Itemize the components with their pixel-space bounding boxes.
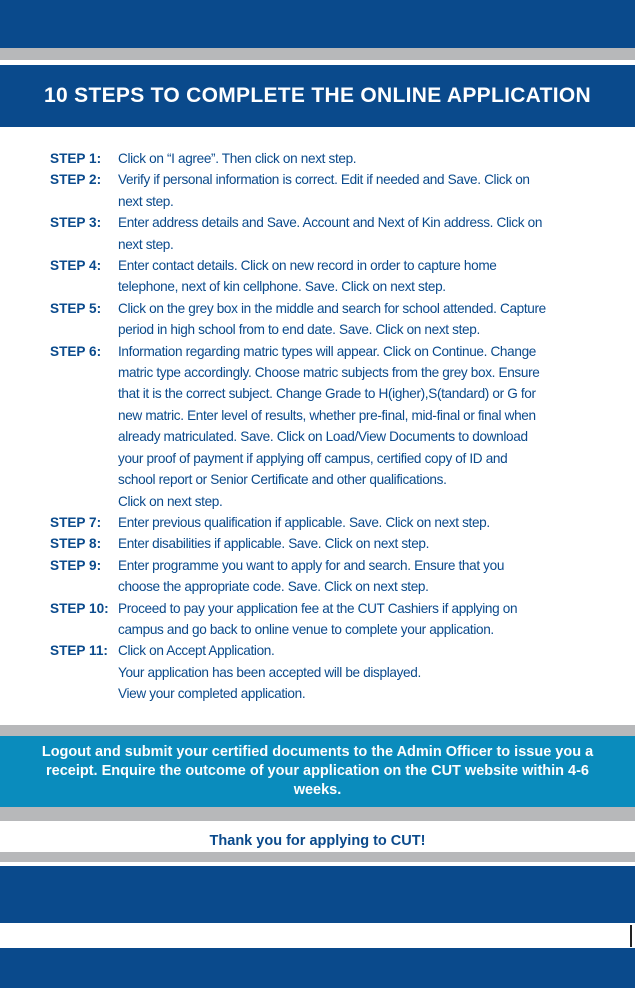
- step-item: [50, 298, 590, 341]
- step-line: Enter programme you want to apply for and search. Ensure that you: [118, 557, 505, 573]
- step-text: [118, 555, 590, 598]
- step-label: STEP 7:: [50, 514, 102, 530]
- step-line: campus and go back to online venue to complete your application.: [118, 621, 494, 637]
- step-line: Click on “I agree”. Then click on next step.: [118, 151, 357, 166]
- step-line: next step.: [118, 236, 174, 252]
- step-item: [50, 533, 590, 554]
- step-item: [50, 169, 590, 212]
- step-text: [118, 169, 590, 212]
- step-text: [118, 148, 590, 169]
- step-line: matric type accordingly. Choose matric subjects from the grey box. Ensure: [118, 365, 540, 381]
- step-line: Proceed to pay your application fee at the CUT Cashiers if applying on: [118, 600, 518, 616]
- step-line: next step.: [118, 193, 174, 209]
- step-label: STEP 6:: [50, 343, 102, 359]
- step-line: your proof of payment if applying off campus, certified copy of ID and: [118, 450, 508, 466]
- step-line: View your completed application.: [118, 686, 306, 702]
- step-label: STEP 2:: [50, 172, 102, 188]
- step-item: [50, 212, 590, 255]
- bottom-grey-band: [0, 852, 635, 862]
- notice-text: Logout and submit your certified documents to the Admin Officer to issue you a receipt. Enquire the outcome of your application on the CUT website within 4-6 weeks.: [41, 744, 594, 798]
- step-item: [50, 555, 590, 598]
- steps-list: [50, 148, 590, 705]
- step-item: [50, 148, 590, 169]
- step-line: already matriculated. Save. Click on Load/View Documents to download: [118, 429, 528, 445]
- step-line: Your application has been accepted will be displayed.: [118, 664, 421, 680]
- step-line: new matric. Enter level of results, whether pre-final, mid-final or final when: [118, 407, 536, 423]
- step-line: Information regarding matric types will appear. Click on Continue. Change: [118, 343, 536, 359]
- step-text: [118, 255, 590, 298]
- low-grey-band: [0, 807, 635, 821]
- bottom-blue-band: [0, 866, 635, 923]
- step-text: [118, 598, 590, 641]
- step-item: [50, 255, 590, 298]
- step-line: telephone, next of kin cellphone. Save. Click on next step.: [118, 279, 446, 295]
- step-item: [50, 640, 590, 704]
- step-label: STEP 11:: [50, 643, 108, 659]
- step-line: school report or Senior Certificate and other qualifications.: [118, 472, 447, 488]
- title-bar: [0, 65, 635, 127]
- step-line: Click on the grey box in the middle and search for school attended. Capture: [118, 300, 546, 316]
- step-label: STEP 9:: [50, 557, 102, 573]
- step-text: [118, 298, 590, 341]
- thanks-text: Thank you for applying to CUT!: [209, 833, 426, 849]
- step-label: STEP 10:: [50, 600, 109, 616]
- step-line: Enter previous qualification if applicable. Save. Click on next step.: [118, 514, 490, 530]
- page-title: 10 STEPS TO COMPLETE THE ONLINE APPLICATION: [44, 84, 591, 107]
- step-line: period in high school from to end date. Save. Click on next step.: [118, 322, 480, 338]
- top-blue-band: [0, 0, 635, 48]
- step-line: Click on next step.: [118, 493, 223, 509]
- footer-blue-band: [0, 948, 635, 988]
- step-item: [50, 512, 590, 533]
- edge-mark: [630, 925, 632, 947]
- notice-banner: [0, 736, 635, 807]
- step-label: STEP 8:: [50, 536, 102, 552]
- step-line: Click on Accept Application.: [118, 643, 275, 659]
- mid-grey-band: [0, 725, 635, 736]
- step-text: [118, 533, 590, 554]
- step-item: [50, 341, 590, 512]
- step-text: [118, 212, 590, 255]
- step-label: STEP 4:: [50, 258, 102, 274]
- step-line: Enter address details and Save. Account and Next of Kin address. Click on: [118, 215, 543, 231]
- step-line: that it is the correct subject. Change Grade to H(igher),S(tandard) or G for: [118, 386, 536, 402]
- step-item: [50, 598, 590, 641]
- top-grey-band: [0, 48, 635, 60]
- step-label: STEP 5:: [50, 300, 102, 316]
- step-label: STEP 3:: [50, 215, 102, 231]
- step-line: Enter contact details. Click on new record in order to capture home: [118, 258, 497, 274]
- step-text: [118, 341, 590, 512]
- step-line: Enter disabilities if applicable. Save. Click on next step.: [118, 536, 430, 552]
- step-line: choose the appropriate code. Save. Click on next step.: [118, 579, 429, 595]
- step-text: [118, 512, 590, 533]
- step-label: STEP 1:: [50, 151, 102, 166]
- step-line: Verify if personal information is correct. Edit if needed and Save. Click on: [118, 172, 530, 188]
- step-text: [118, 640, 590, 704]
